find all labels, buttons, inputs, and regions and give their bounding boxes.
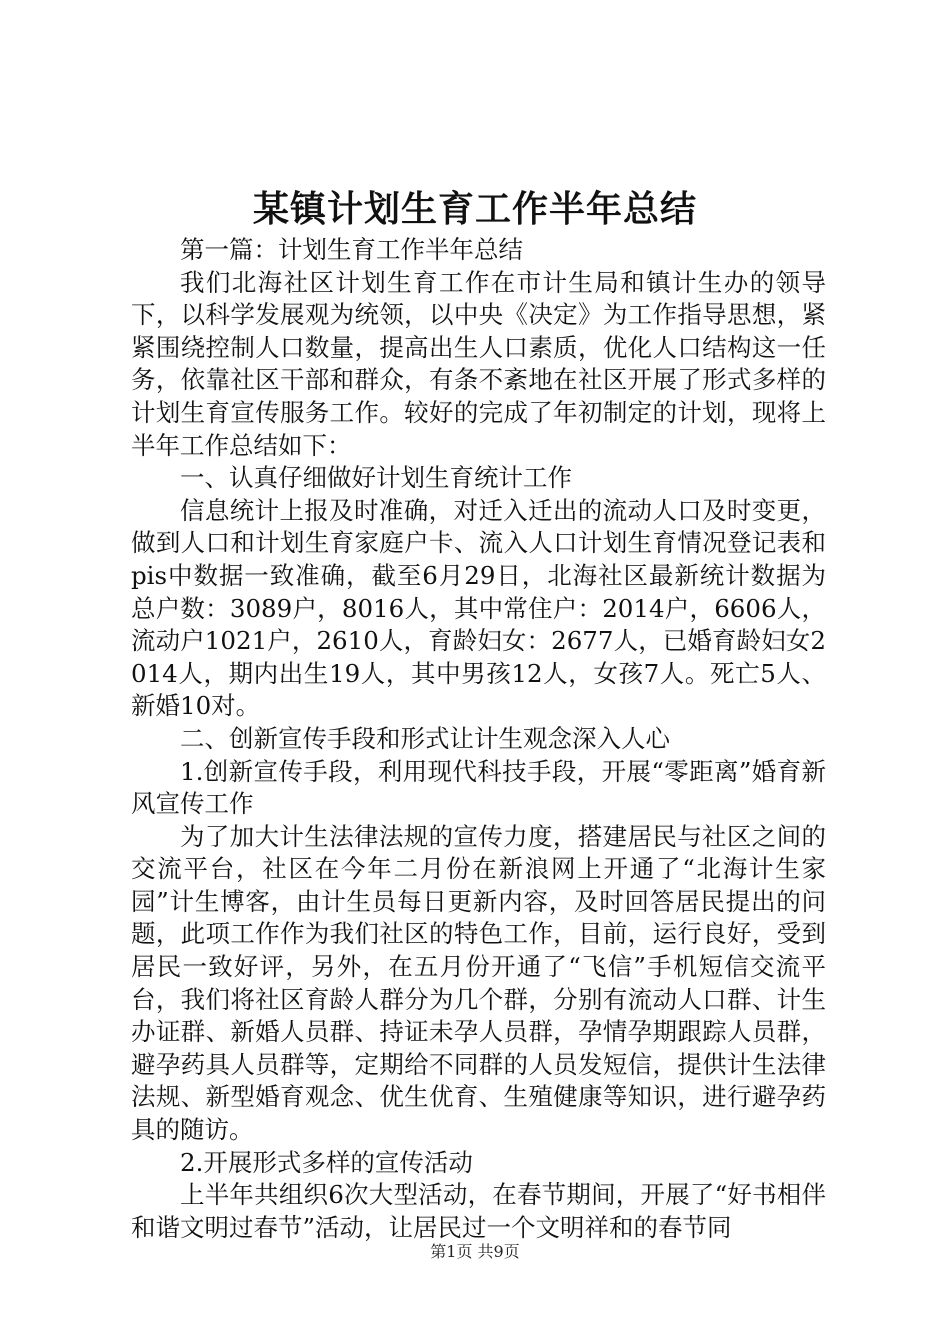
page-number: 第1页 共9页 [430,1242,520,1261]
intro-paragraph: 我们北海社区计划生育工作在市计生局和镇计生办的领导下，以科学发展观为统领，以中央《决定》为工作指导思想，紧紧围绕控制人口数量，提高出生人口素质，优化人口结构这一任务，依靠社区干部和群众，有条不紊地在社区开展了形式多样的计划生育宣传服务工作。较好的完成了年初制定的计划，现将上半年工作总结如下： [131,267,826,460]
publicity-paragraph: 为了加大计生法律法规的宣传力度，搭建居民与社区之间的交流平台，社区在今年二月份在新浪网上开通了“北海计生家园”计生博客，由计生员每日更新内容，及时回答居民提出的问题，此项工作作为我们社区的特色工作，目前，运行良好，受到居民一致好评，另外，在五月份开通了“飞信”手机短信交流平台，我们将社区育龄人群分为几个群，分别有流动人口群、计生办证群、新婚人员群、持证未孕人员群，孕情孕期跟踪人员群，避孕药具人员群等，定期给不同群的人员发短信，提供计生法律法规、新型婚育观念、优生优育、生殖健康等知识，进行避孕药具的随访。 [131,821,826,1145]
subheading-activities: 2.开展形式多样的宣传活动 [180,1147,473,1177]
section-heading-publicity: 二、创新宣传手段和形式让计生观念深入人心 [180,723,670,753]
section-heading-statistics: 一、认真仔细做好计划生育统计工作 [180,463,572,493]
document-body [131,234,826,1244]
statistics-paragraph: 信息统计上报及时准确，对迁入迁出的流动人口及时变更，做到人口和计划生育家庭户卡、流入人口计划生育情况登记表和pis中数据一致准确，截至6月29日，北海社区最新统计数据为总户数：3089户，8016人，其中常住户：2014户，6606人，流动户1021户，2610人，育龄妇女：2677人，已婚育龄妇女2014人，期内出生19人，其中男孩12人，女孩7人。死亡5人、新婚10对。 [131,495,826,721]
document-title: 某镇计划生育工作半年总结 [252,188,697,230]
activities-paragraph: 上半年共组织6次大型活动，在春节期间，开展了“好书相伴和谐文明过春节”活动，让居民过一个文明祥和的春节同 [131,1180,826,1242]
subheading-innovation: 1.创新宣传手段，利用现代科技手段，开展“零距离”婚育新风宣传工作 [131,756,826,819]
section-heading-part-one: 第一篇：计划生育工作半年总结 [180,235,523,264]
